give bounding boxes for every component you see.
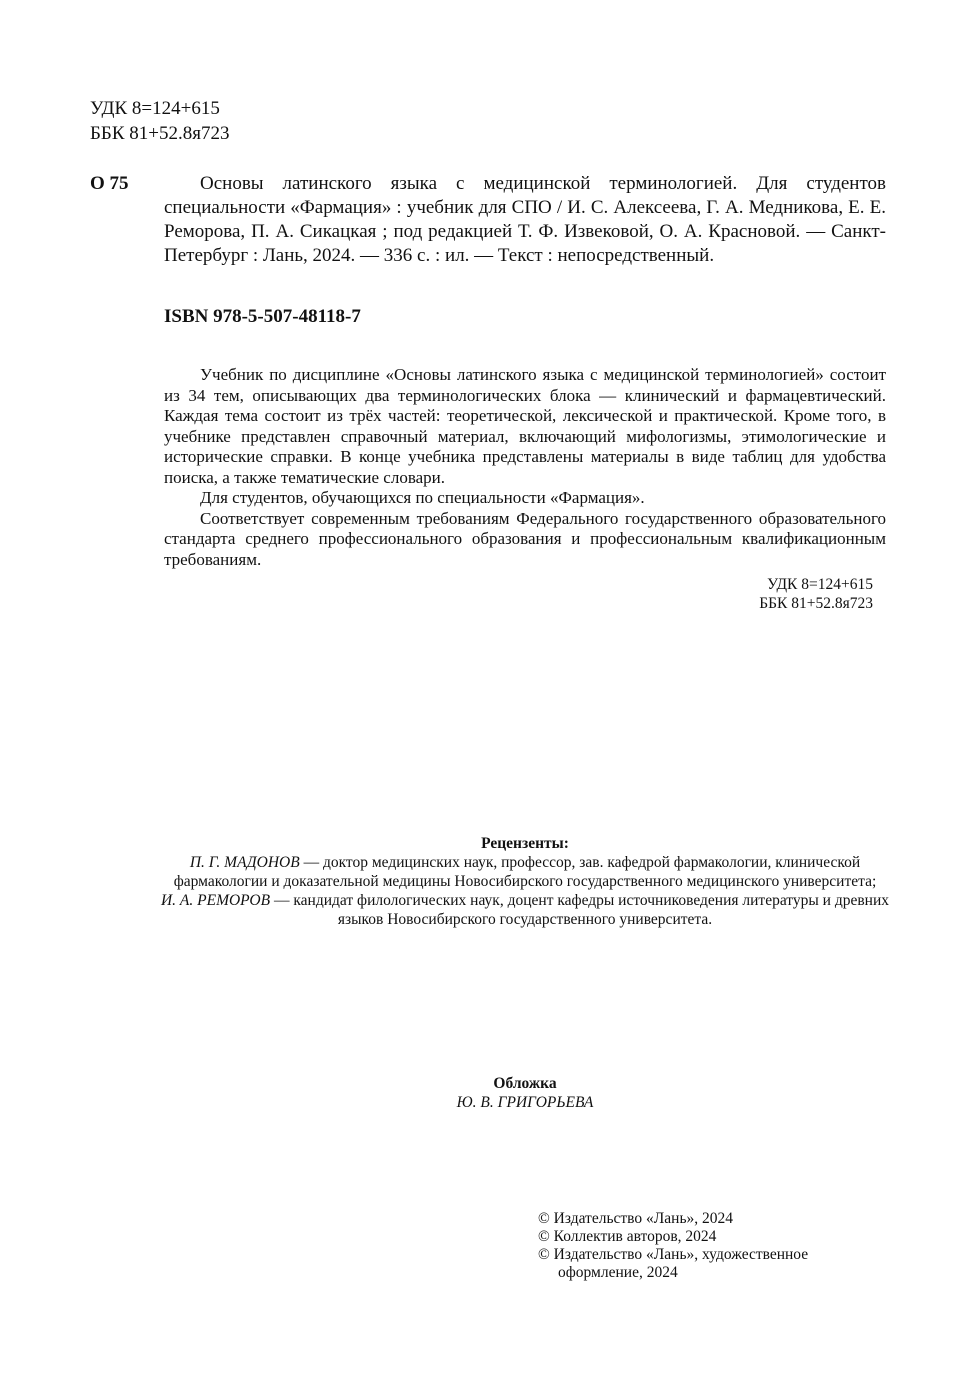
bbk-code-right: ББК 81+52.8я723 xyxy=(759,595,873,612)
cover-heading: Обложка xyxy=(493,1075,557,1092)
bibliographic-record: Основы латинского языка с медицинской терминологией. Для студентов специальности «Фармация» : учебник для СПО / И. С. Алексеева, Г. А. Медникова, Е. Е. Реморова, П. А. Сикацкая ; под редакцией Т. Ф. Извековой, О. А. Красновой. — Санкт-Петербург : Лань, 2024. — 336 с. : ил. — Текст : непосредственный. xyxy=(164,173,886,266)
copyright-block xyxy=(538,1210,858,1282)
annotation-paragraph: Учебник по дисциплине «Основы латинского языка с медицинской терминологией» состоит из 34 тем, описывающих два терминологических блока — клинический и фармацевтический. Каждая тема состоит из трёх частей: теоретической, лексической и практической. Кроме того, в учебнике представлен справочный материал, включающий мифологизмы, этимологические и исторические справки. В конце учебника представлены материалы в виде таблиц для удобства поиска, а также тематические словари. xyxy=(164,365,886,487)
reviewers-heading: Рецензенты: xyxy=(481,835,569,852)
udk-code: УДК 8=124+615 xyxy=(90,98,220,119)
annotation-paragraph: Для студентов, обучающихся по специальности «Фармация». xyxy=(200,488,645,507)
reviewer-description: — доктор медицинских наук, профессор, зав. кафедрой фармакологии, клинической фармакологии и доказательной медицины Новосибирского государственного медицинского университета; xyxy=(173,854,877,890)
cover-designer: Ю. В. ГРИГОРЬЕВА xyxy=(456,1094,594,1111)
annotation xyxy=(164,365,886,570)
copyright-line: © Издательство «Лань», художественное xyxy=(538,1246,809,1263)
reviewer-entry xyxy=(150,853,900,891)
isbn: ISBN 978-5-507-48118-7 xyxy=(164,306,361,327)
reviewer-entry xyxy=(150,891,900,929)
udk-code-right: УДК 8=124+615 xyxy=(767,576,873,593)
reviewer-name: П. Г. МАДОНОВ xyxy=(189,854,300,871)
cover-credit xyxy=(380,1074,670,1112)
reviewer-description: — кандидат филологических наук, доцент кафедры источниковедения литературы и древних языков Новосибирского государственного университета. xyxy=(270,892,890,928)
reviewers-section xyxy=(150,834,900,929)
classification-block xyxy=(90,96,229,146)
copyright-line: © Коллектив авторов, 2024 xyxy=(538,1228,717,1245)
classification-block-right xyxy=(660,575,873,613)
copyright-line: © Издательство «Лань», 2024 xyxy=(538,1210,734,1227)
cutter-number: О 75 xyxy=(90,173,129,194)
annotation-paragraph: Соответствует современным требованиям Федерального государственного образовательного стандарта среднего профессионального образования и профессиональным квалификационным требованиям. xyxy=(164,508,886,569)
reviewer-name: И. А. РЕМОРОВ xyxy=(160,892,271,909)
copyright-line-continuation: оформление, 2024 xyxy=(558,1264,678,1281)
bbk-code: ББК 81+52.8я723 xyxy=(90,123,230,144)
